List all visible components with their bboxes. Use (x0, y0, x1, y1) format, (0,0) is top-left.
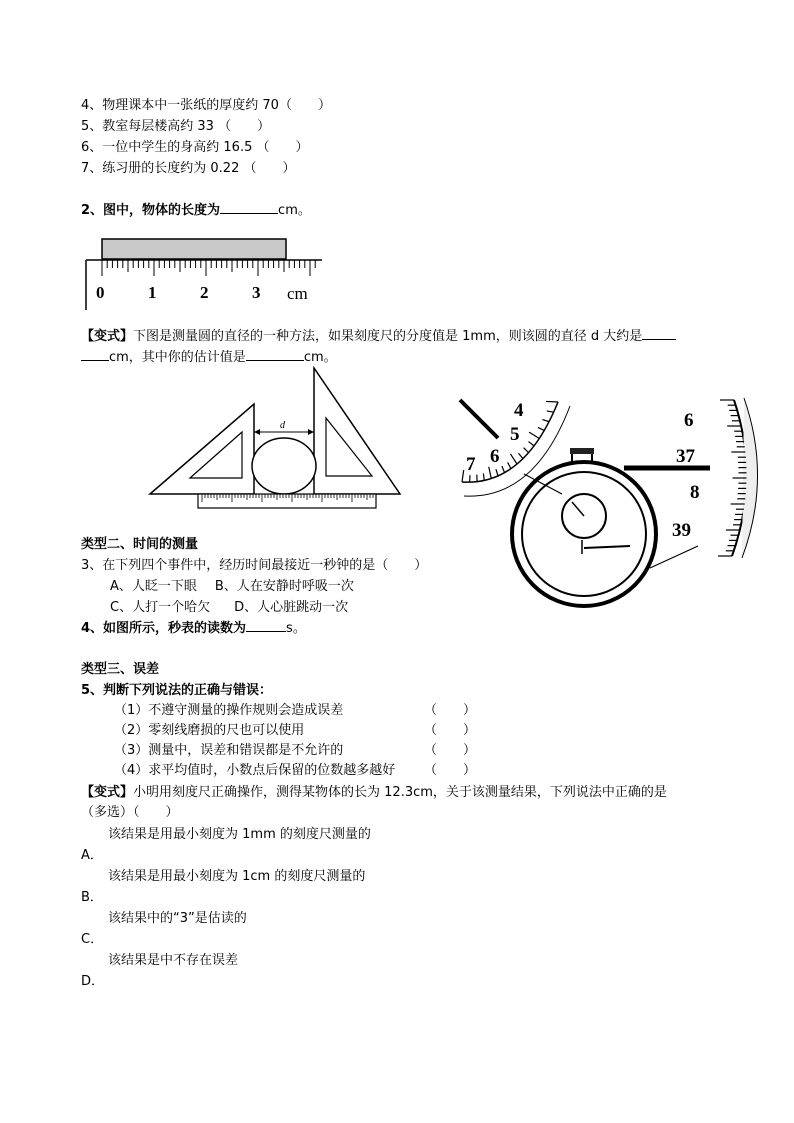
dial-number: 37 (676, 446, 695, 467)
ruler-tick-label: 2 (200, 283, 209, 302)
dial-number: 6 (490, 446, 500, 467)
question-7: 7、练习册的长度约为 0.22 （ ） (81, 161, 296, 176)
tick-mark (496, 469, 498, 476)
tick-mark (508, 462, 511, 468)
question-4-stopwatch-unit: s。 (286, 621, 306, 636)
question-2-unit: cm。 (278, 203, 311, 218)
option-a[interactable]: A、人眨一下眼 (110, 579, 197, 594)
judge-item: （3）测量中，误差和错误都是不允许的 (114, 743, 344, 758)
diameter-label: d (280, 420, 285, 431)
judge-item: （4）求平均值时，小数点后保留的位数越多越好 (114, 763, 396, 778)
variant-2-text: 小明用刻度尺正确操作，测得某物体的长为 12.3cm，关于该测量结果，下列说法中正确的是 (133, 785, 667, 800)
question-5: 5、教室每层楼高约 33 （ ） (81, 119, 271, 134)
judge-paren[interactable]: （ ） (424, 763, 477, 778)
judge-item: （2）零刻线磨损的尺也可以使用 (114, 723, 305, 738)
choice-letter-c[interactable]: C． (81, 932, 104, 947)
ruler-tick-label: 1 (148, 283, 157, 302)
ruler-unit-label: cm (287, 284, 308, 303)
answer-blank[interactable] (642, 339, 676, 340)
question-6: 6、一位中学生的身高约 16.5 （ ） (81, 140, 309, 155)
question-2-text: 2、图中，物体的长度为 (81, 203, 221, 218)
variant-2-line-1 (81, 784, 667, 802)
answer-blank[interactable] (246, 631, 286, 632)
choice-letter-d[interactable]: D． (81, 974, 105, 989)
tick-mark (546, 401, 558, 402)
choice-letter-a[interactable]: A． (81, 848, 103, 863)
question-4: 4、物理课本中一张纸的厚度约 70（ ） (81, 98, 331, 113)
choice-text: 该结果是用最小刻度为 1mm 的刻度尺测量的 (108, 827, 371, 842)
judge-item: （1）不遵守测量的操作规则会造成误差 (114, 703, 344, 718)
dial-number: 6 (684, 410, 694, 431)
question-5-judge: 5、判断下列说法的正确与错误： (81, 683, 273, 698)
option-b[interactable]: B、人在安静时呼吸一次 (214, 579, 354, 594)
option-row-1 (110, 578, 354, 596)
variant-1-line-1 (81, 328, 676, 346)
judge-paren[interactable]: （ ） (424, 703, 477, 718)
tick-mark (529, 442, 534, 446)
option-c[interactable]: C、人打一个哈欠 (110, 600, 211, 615)
question-3: 3、在下列四个事件中，经历时间最接近一秒钟的是（ ） (81, 558, 428, 573)
choice-text: 该结果是用最小刻度为 1cm 的刻度尺测量的 (108, 869, 366, 884)
question-4-stopwatch (81, 620, 306, 638)
option-d[interactable]: D、人心脏跳动一次 (234, 600, 349, 615)
variant-2-line-2: （多选）（ ） (81, 805, 179, 820)
dial-number: 7 (466, 454, 476, 475)
diameter-diagram (146, 366, 404, 512)
section-2-title: 类型二、时间的测量 (81, 537, 199, 552)
variant-1-line-2 (81, 349, 337, 367)
section-3-title: 类型三、误差 (81, 662, 160, 677)
judge-paren[interactable]: （ ） (424, 743, 477, 758)
stopwatch-figure (454, 378, 760, 616)
measured-object (102, 239, 286, 259)
choice-text: 该结果是中不存在误差 (108, 953, 239, 968)
tick-mark (518, 453, 522, 458)
variant-tag: 【变式】 (81, 785, 134, 800)
small-dial-pointer (460, 400, 498, 438)
ruler-tick-label: 3 (252, 283, 261, 302)
judge-paren[interactable]: （ ） (424, 723, 477, 738)
tick-mark (483, 473, 484, 480)
variant-1-unit: cm。 (303, 350, 337, 365)
answer-blank[interactable] (246, 360, 304, 361)
tick-mark (510, 454, 517, 464)
variant-1-text: 下图是测量圆的直径的一种方法，如果刻度尺的分度值是 1mm，则该圆的直径 d 大约是 (133, 329, 643, 344)
choice-text: 该结果中的“3”是估读的 (108, 911, 247, 926)
question-2 (81, 202, 311, 220)
dial-number: 39 (672, 520, 691, 541)
ruler-tick-label: 0 (96, 283, 105, 302)
tick-mark (538, 427, 544, 430)
ruler-figure (84, 236, 324, 312)
tick-mark (547, 411, 554, 412)
variant-tag: 【变式】 (81, 329, 134, 344)
dial-number: 4 (514, 400, 524, 421)
tick-mark (524, 448, 529, 453)
variant-1-text: cm，其中你的估计值是 (109, 350, 246, 365)
tick-mark (529, 432, 539, 438)
question-4-stopwatch-text: 4、如图所示，秒表的读数为 (81, 621, 247, 636)
tick-mark (502, 466, 505, 472)
answer-blank[interactable] (81, 360, 109, 361)
tick-mark (542, 420, 549, 422)
dial-number: 8 (690, 482, 700, 503)
choice-letter-b[interactable]: B． (81, 890, 103, 905)
tick-mark (462, 470, 464, 482)
answer-blank[interactable] (220, 213, 278, 214)
option-row-2 (110, 599, 348, 617)
dial-number: 5 (510, 424, 520, 445)
tick-mark (489, 467, 492, 479)
